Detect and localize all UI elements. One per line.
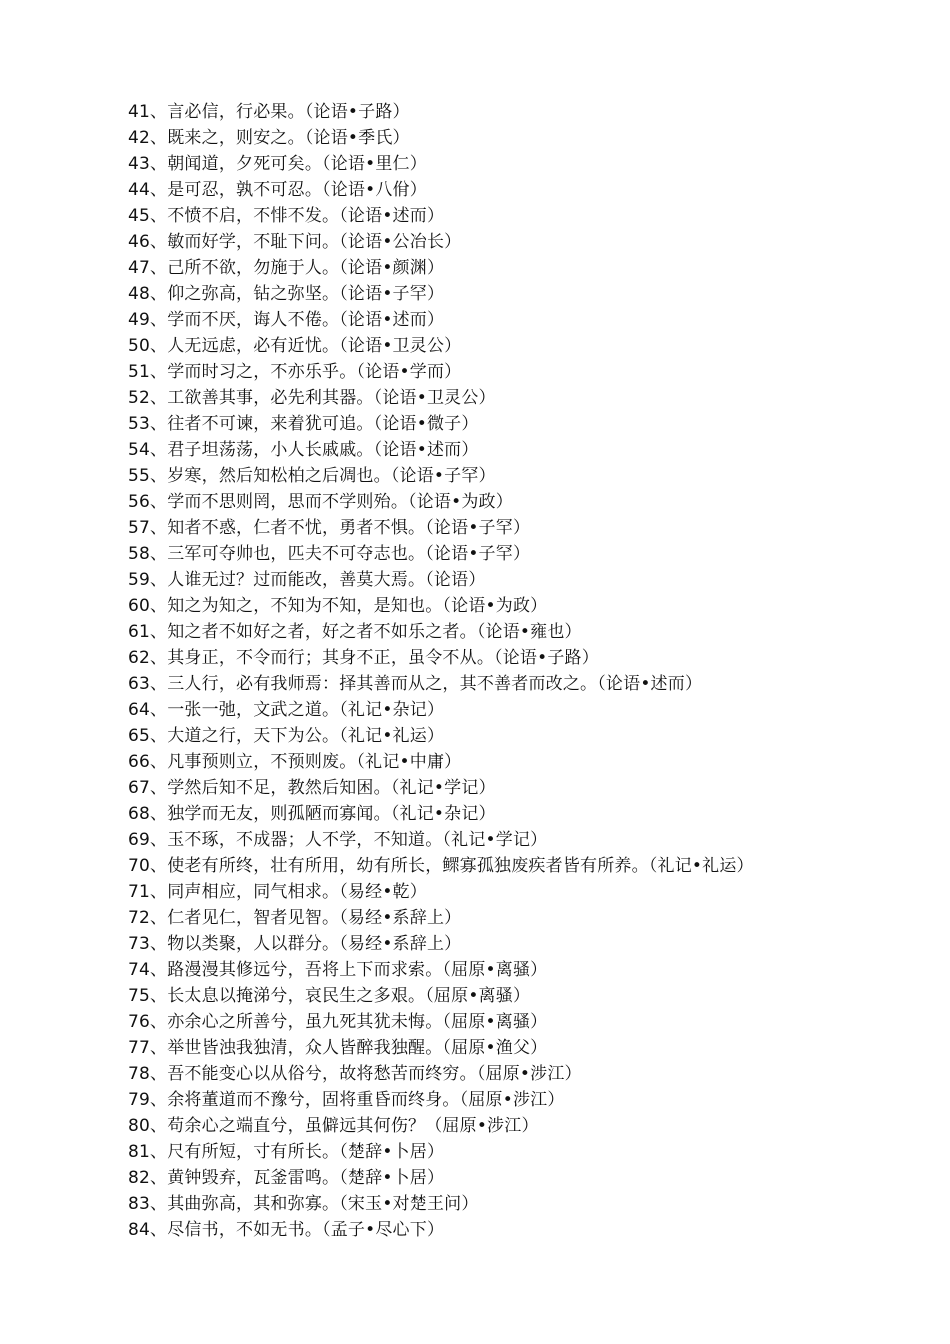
quote-line-83: 83、其曲弥高，其和弥寡。（宋玉•对楚王问） — [128, 1194, 479, 1214]
quote-line-61: 61、知之者不如好之者，好之者不如乐之者。（论语•雍也） — [128, 622, 582, 642]
quote-line-73: 73、物以类聚，人以群分。（易经•系辞上） — [128, 934, 462, 954]
quote-line-48: 48、仰之弥高，钻之弥坚。（论语•子罕） — [128, 284, 445, 304]
quote-line-64: 64、一张一弛，文武之道。（礼记•杂记） — [128, 700, 445, 720]
quote-line-75: 75、长太息以掩涕兮，哀民生之多艰。（屈原•离骚） — [128, 986, 531, 1006]
quote-line-79: 79、余将董道而不豫兮，固将重昏而终身。（屈原•涉江） — [128, 1090, 565, 1110]
quote-line-60: 60、知之为知之，不知为不知，是知也。（论语•为政） — [128, 596, 548, 616]
quote-line-53: 53、往者不可谏，来着犹可追。（论语•微子） — [128, 414, 479, 434]
quote-line-45: 45、不愤不启，不悱不发。（论语•述而） — [128, 206, 445, 226]
quote-line-62: 62、其身正，不令而行；其身不正，虽令不从。（论语•子路） — [128, 648, 599, 668]
quote-line-51: 51、学而时习之，不亦乐乎。（论语•学而） — [128, 362, 462, 382]
quote-line-57: 57、知者不惑，仁者不忧，勇者不惧。（论语•子罕） — [128, 518, 531, 538]
quote-line-74: 74、路漫漫其修远兮，吾将上下而求索。（屈原•离骚） — [128, 960, 548, 980]
quote-line-43: 43、朝闻道，夕死可矣。（论语•里仁） — [128, 154, 427, 174]
quote-line-68: 68、独学而无友，则孤陋而寡闻。（礼记•杂记） — [128, 804, 496, 824]
quote-line-81: 81、尺有所短，寸有所长。（楚辞•卜居） — [128, 1142, 445, 1162]
quote-line-78: 78、吾不能变心以从俗兮，故将愁苦而终穷。（屈原•涉江） — [128, 1064, 582, 1084]
quote-line-56: 56、学而不思则罔，思而不学则殆。（论语•为政） — [128, 492, 513, 512]
quote-line-54: 54、君子坦荡荡，小人长戚戚。（论语•述而） — [128, 440, 479, 460]
quote-line-59: 59、人谁无过？过而能改，善莫大焉。（论语） — [128, 570, 486, 590]
quote-line-66: 66、凡事预则立，不预则废。（礼记•中庸） — [128, 752, 462, 772]
quote-list — [128, 99, 928, 1243]
quote-line-49: 49、学而不厌，诲人不倦。（论语•述而） — [128, 310, 445, 330]
quote-line-44: 44、是可忍，孰不可忍。（论语•八佾） — [128, 180, 427, 200]
quote-line-82: 82、黄钟毁弃，瓦釜雷鸣。（楚辞•卜居） — [128, 1168, 445, 1188]
quote-line-67: 67、学然后知不足，教然后知困。（礼记•学记） — [128, 778, 496, 798]
quote-line-42: 42、既来之，则安之。（论语•季氏） — [128, 128, 410, 148]
quote-line-50: 50、人无远虑，必有近忧。（论语•卫灵公） — [128, 336, 462, 356]
quote-line-55: 55、岁寒，然后知松柏之后凋也。（论语•子罕） — [128, 466, 496, 486]
quote-line-77: 77、举世皆浊我独清，众人皆醉我独醒。（屈原•渔父） — [128, 1038, 548, 1058]
quote-line-65: 65、大道之行，天下为公。（礼记•礼运） — [128, 726, 445, 746]
quote-line-41: 41、言必信，行必果。（论语•子路） — [128, 102, 410, 122]
quote-line-58: 58、三军可夺帅也，匹夫不可夺志也。（论语•子罕） — [128, 544, 531, 564]
quote-line-47: 47、己所不欲，勿施于人。（论语•颜渊） — [128, 258, 445, 278]
quote-line-84: 84、尽信书，不如无书。（孟子•尽心下） — [128, 1220, 445, 1240]
quote-line-63: 63、三人行，必有我师焉：择其善而从之，其不善者而改之。（论语•述而） — [128, 674, 703, 694]
quote-line-80: 80、苟余心之端直兮，虽僻远其何伤？（屈原•涉江） — [128, 1116, 539, 1136]
quote-line-69: 69、玉不琢，不成器；人不学，不知道。（礼记•学记） — [128, 830, 548, 850]
quote-line-76: 76、亦余心之所善兮，虽九死其犹未悔。（屈原•离骚） — [128, 1012, 548, 1032]
quote-line-70: 70、使老有所终，壮有所用，幼有所长，鳏寡孤独废疾者皆有所养。（礼记•礼运） — [128, 856, 754, 876]
quote-line-72: 72、仁者见仁，智者见智。（易经•系辞上） — [128, 908, 462, 928]
quote-line-46: 46、敏而好学，不耻下问。（论语•公冶长） — [128, 232, 462, 252]
quote-line-52: 52、工欲善其事，必先利其器。（论语•卫灵公） — [128, 388, 496, 408]
quote-line-71: 71、同声相应，同气相求。（易经•乾） — [128, 882, 427, 902]
